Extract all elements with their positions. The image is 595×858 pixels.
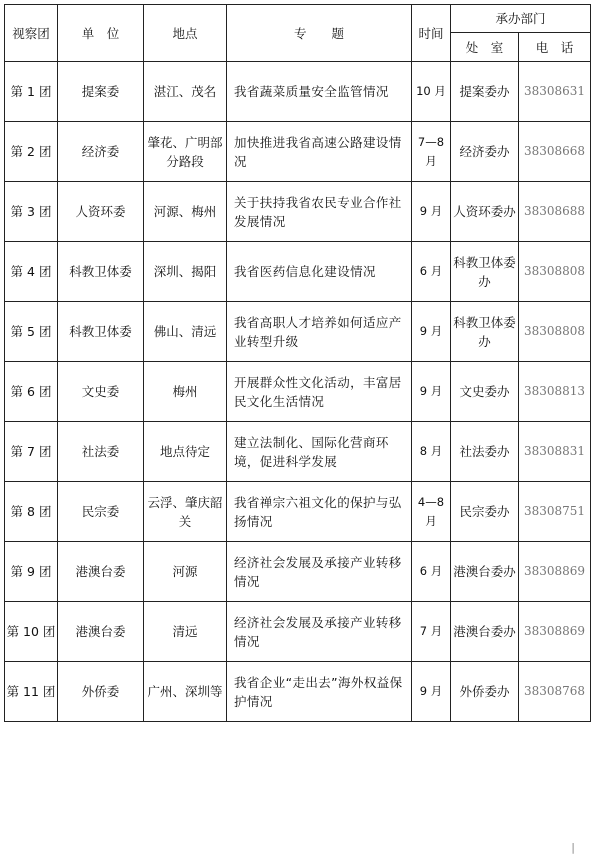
cell-location: 河源 bbox=[144, 542, 227, 602]
cell-phone: 38308813 bbox=[519, 362, 591, 422]
cell-topic: 经济社会发展及承接产业转移情况 bbox=[227, 542, 412, 602]
table-row bbox=[5, 602, 591, 662]
table-header-row bbox=[5, 5, 591, 33]
cell-group: 第 10 团 bbox=[5, 602, 58, 662]
cell-time: 9 月 bbox=[412, 662, 451, 722]
cell-unit: 科教卫体委 bbox=[58, 242, 144, 302]
table-row bbox=[5, 482, 591, 542]
cell-office: 科教卫体委办 bbox=[451, 242, 519, 302]
cell-phone: 38308808 bbox=[519, 302, 591, 362]
cell-location: 清远 bbox=[144, 602, 227, 662]
cell-location: 梅州 bbox=[144, 362, 227, 422]
cell-location: 肇花、广明部分路段 bbox=[144, 122, 227, 182]
cell-topic: 我省蔬菜质量安全监管情况 bbox=[227, 62, 412, 122]
cell-unit: 人资环委 bbox=[58, 182, 144, 242]
cell-time: 7 月 bbox=[412, 602, 451, 662]
cell-location: 佛山、清远 bbox=[144, 302, 227, 362]
cell-phone: 38308869 bbox=[519, 542, 591, 602]
cell-phone: 38308808 bbox=[519, 242, 591, 302]
cell-topic: 关于扶持我省农民专业合作社发展情况 bbox=[227, 182, 412, 242]
header-unit: 单 位 bbox=[58, 5, 144, 62]
cell-group: 第 1 团 bbox=[5, 62, 58, 122]
cell-time: 9 月 bbox=[412, 302, 451, 362]
cell-phone: 38308668 bbox=[519, 122, 591, 182]
cell-office: 提案委办 bbox=[451, 62, 519, 122]
table-row bbox=[5, 422, 591, 482]
cell-unit: 提案委 bbox=[58, 62, 144, 122]
cell-location: 河源、梅州 bbox=[144, 182, 227, 242]
cell-location: 云浮、肇庆韶关 bbox=[144, 482, 227, 542]
table-row bbox=[5, 182, 591, 242]
cell-phone: 38308631 bbox=[519, 62, 591, 122]
cell-topic: 我省高职人才培养如何适应产业转型升级 bbox=[227, 302, 412, 362]
header-location: 地点 bbox=[144, 5, 227, 62]
cell-time: 9 月 bbox=[412, 362, 451, 422]
cell-group: 第 9 团 bbox=[5, 542, 58, 602]
cell-unit: 文史委 bbox=[58, 362, 144, 422]
cell-topic: 经济社会发展及承接产业转移情况 bbox=[227, 602, 412, 662]
inspection-schedule-table bbox=[4, 4, 591, 722]
cell-location: 地点待定 bbox=[144, 422, 227, 482]
cell-phone: 38308688 bbox=[519, 182, 591, 242]
cell-group: 第 2 团 bbox=[5, 122, 58, 182]
cell-topic: 加快推进我省高速公路建设情况 bbox=[227, 122, 412, 182]
table-row bbox=[5, 62, 591, 122]
cell-unit: 港澳台委 bbox=[58, 542, 144, 602]
table-row bbox=[5, 542, 591, 602]
cell-group: 第 4 团 bbox=[5, 242, 58, 302]
cell-office: 人资环委办 bbox=[451, 182, 519, 242]
cell-time: 10 月 bbox=[412, 62, 451, 122]
cell-time: 6 月 bbox=[412, 242, 451, 302]
cell-topic: 我省企业“走出去”海外权益保护情况 bbox=[227, 662, 412, 722]
cell-topic: 建立法制化、国际化营商环境，促进科学发展 bbox=[227, 422, 412, 482]
cell-phone: 38308768 bbox=[519, 662, 591, 722]
cell-office: 科教卫体委办 bbox=[451, 302, 519, 362]
cell-office: 港澳台委办 bbox=[451, 602, 519, 662]
cell-time: 4—8 月 bbox=[412, 482, 451, 542]
header-office: 处 室 bbox=[451, 33, 519, 62]
cell-unit: 外侨委 bbox=[58, 662, 144, 722]
cell-office: 经济委办 bbox=[451, 122, 519, 182]
cell-unit: 科教卫体委 bbox=[58, 302, 144, 362]
cell-phone: 38308831 bbox=[519, 422, 591, 482]
cell-unit: 社法委 bbox=[58, 422, 144, 482]
cell-office: 外侨委办 bbox=[451, 662, 519, 722]
header-time: 时间 bbox=[412, 5, 451, 62]
cell-time: 8 月 bbox=[412, 422, 451, 482]
header-phone: 电 话 bbox=[519, 33, 591, 62]
cell-topic: 开展群众性文化活动，丰富居民文化生活情况 bbox=[227, 362, 412, 422]
header-group: 视察团 bbox=[5, 5, 58, 62]
cell-group: 第 6 团 bbox=[5, 362, 58, 422]
cell-unit: 经济委 bbox=[58, 122, 144, 182]
header-topic: 专 题 bbox=[227, 5, 412, 62]
cell-time: 7—8 月 bbox=[412, 122, 451, 182]
cell-group: 第 8 团 bbox=[5, 482, 58, 542]
cell-location: 广州、深圳等 bbox=[144, 662, 227, 722]
table-row bbox=[5, 362, 591, 422]
cell-office: 社法委办 bbox=[451, 422, 519, 482]
table-row bbox=[5, 122, 591, 182]
cell-phone: 38308869 bbox=[519, 602, 591, 662]
cell-unit: 民宗委 bbox=[58, 482, 144, 542]
table-row bbox=[5, 302, 591, 362]
cell-group: 第 3 团 bbox=[5, 182, 58, 242]
cell-topic: 我省禅宗六祖文化的保护与弘扬情况 bbox=[227, 482, 412, 542]
cell-topic: 我省医药信息化建设情况 bbox=[227, 242, 412, 302]
cell-group: 第 11 团 bbox=[5, 662, 58, 722]
cell-office: 港澳台委办 bbox=[451, 542, 519, 602]
cell-location: 深圳、揭阳 bbox=[144, 242, 227, 302]
table-row bbox=[5, 242, 591, 302]
cell-unit: 港澳台委 bbox=[58, 602, 144, 662]
table-row bbox=[5, 662, 591, 722]
cell-time: 9 月 bbox=[412, 182, 451, 242]
cell-group: 第 7 团 bbox=[5, 422, 58, 482]
cell-office: 民宗委办 bbox=[451, 482, 519, 542]
cell-office: 文史委办 bbox=[451, 362, 519, 422]
page-mark: | bbox=[571, 841, 575, 854]
header-dept: 承办部门 bbox=[451, 5, 591, 33]
cell-group: 第 5 团 bbox=[5, 302, 58, 362]
cell-location: 湛江、茂名 bbox=[144, 62, 227, 122]
cell-time: 6 月 bbox=[412, 542, 451, 602]
cell-phone: 38308751 bbox=[519, 482, 591, 542]
